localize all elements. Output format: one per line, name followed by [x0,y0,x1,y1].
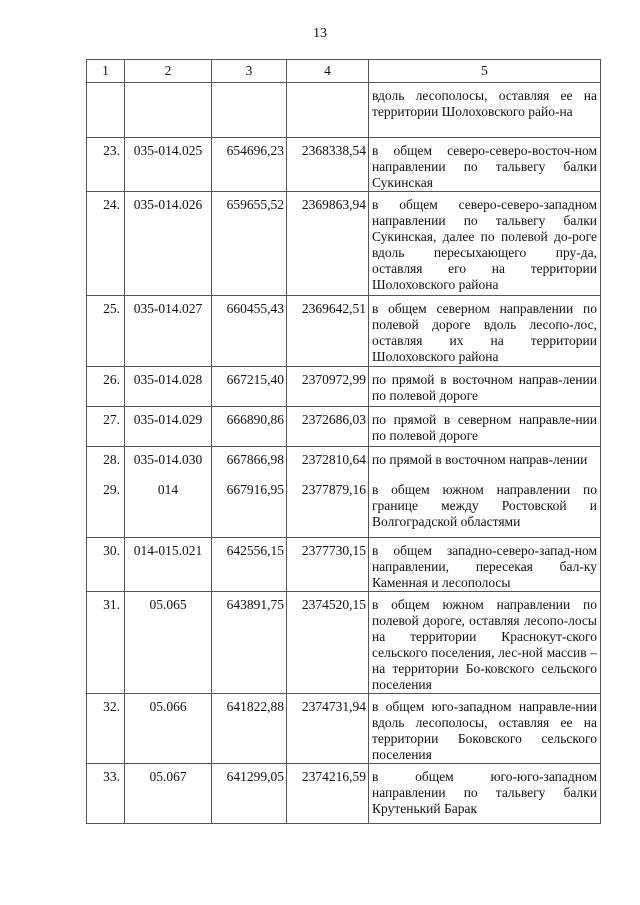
coordinate-y [287,296,369,367]
table-row [87,192,601,296]
row-number [87,447,125,477]
coordinate-x [212,538,287,592]
row-number [87,83,125,138]
point-code [125,592,212,694]
row-number-text: 26. [103,372,120,387]
boundary-points-table [86,59,601,824]
point-code-text: 035-014.028 [133,372,203,387]
row-number-text: 33. [103,769,120,784]
coordinate-y [287,477,369,538]
coordinate-x [212,83,287,138]
coordinate-y-text: 2374731,94 [301,699,366,714]
boundary-description-text: в общем северо-северо-восточ-ном направлении по тальвегу балки Сукинская [372,143,597,190]
coordinate-y [287,538,369,592]
point-code-text: 035-014.025 [133,143,203,158]
point-code-text: 05.065 [149,597,187,612]
boundary-description [369,138,601,192]
coordinate-y [287,407,369,447]
table-row [87,447,601,477]
row-number [87,296,125,367]
coordinate-y-text: 2372810,64 [301,452,366,467]
coordinate-y [287,138,369,192]
boundary-description-text: в общем западно-северо-запад-ном направлении, пересекая бал-ку Каменная и лесополосы [372,543,597,590]
boundary-description [369,477,601,538]
coordinate-y-text: 2369863,94 [301,197,366,212]
row-number [87,694,125,764]
coordinate-x [212,296,287,367]
boundary-description-text: в общем юго-юго-западном направлении по тальвегу балки Крутенький Барак [372,769,597,816]
point-code [125,296,212,367]
table-row [87,477,601,538]
boundary-description [369,407,601,447]
boundary-description-text: по прямой в восточном направ-лении [372,452,588,467]
boundary-description [369,447,601,477]
row-number-text: 31. [103,597,120,612]
table-row [87,296,601,367]
point-code-text: 035-014.029 [133,412,203,427]
boundary-description [369,538,601,592]
coordinate-x-text: 659655,52 [226,197,284,212]
coordinate-y-text: 2368338,54 [301,143,366,158]
coordinate-y-text: 2377879,16 [301,481,366,497]
row-number [87,367,125,407]
coordinate-x-text: 654696,23 [226,143,284,158]
point-code [125,764,212,824]
coordinate-x [212,694,287,764]
row-number-text: 24. [103,197,120,212]
point-code [125,477,212,538]
coordinate-y [287,447,369,477]
boundary-description-text: в общем южном направлении по полевой дороге, оставляя лесопо-лосы на территории Краснокут-ского сельского поселения, лес-ной массив – на территории Бо-ковского сельского поселения [372,597,597,692]
boundary-description-text: вдоль лесополосы, оставляя ее на территории Шолоховского райо-на [372,88,597,119]
boundary-description-text: в общем северном направлении по полевой дороге вдоль лесопо-лос, оставляя их на территории Шолоховского района [372,301,597,364]
table-row [87,764,601,824]
point-code [125,407,212,447]
boundary-description [369,694,601,764]
coordinate-y [287,367,369,407]
coordinate-x [212,764,287,824]
row-number [87,764,125,824]
coordinate-x [212,192,287,296]
coordinate-x [212,592,287,694]
point-code-text: 05.067 [149,769,187,784]
table-row [87,694,601,764]
boundary-description-text: в общем юго-западном направле-нии вдоль лесополосы, оставляя ее на территории Боковского сельского поселения [372,699,597,762]
row-number-text: 23. [103,143,120,158]
coordinate-x-text: 666890,86 [226,412,284,427]
coordinate-x-text: 641299,05 [226,769,284,784]
point-code-text: 014-015.021 [133,543,203,558]
coordinate-y-text: 2369642,51 [301,301,366,316]
point-code [125,538,212,592]
table-row [87,592,601,694]
coordinate-x-text: 643891,75 [226,597,284,612]
coordinate-x-text: 660455,43 [226,301,284,316]
table-row [87,138,601,192]
boundary-description [369,592,601,694]
coordinate-y [287,764,369,824]
coordinate-x [212,407,287,447]
point-code [125,83,212,138]
row-number [87,192,125,296]
row-number [87,592,125,694]
coordinate-y [287,192,369,296]
row-number-text: 29. [103,481,120,497]
row-number-text: 30. [103,543,120,558]
boundary-description [369,367,601,407]
boundary-description-text: по прямой в северном направле-нии по полевой дороге [372,412,597,443]
boundary-description-text: в общем северо-северо-западном направлении по тальвегу балки Сукинская, далее по полевой до-роге вдоль пересыхающего пру-да, оставляя его на территории Шолоховского района [372,197,597,292]
row-number [87,538,125,592]
coordinate-x [212,138,287,192]
row-number-text: 27. [103,412,120,427]
coordinate-y-text: 2374520,15 [301,597,366,612]
point-code [125,694,212,764]
table-header-row [87,60,601,83]
coordinate-x-text: 667866,98 [226,452,284,467]
point-code-text: 05.066 [149,699,187,714]
coordinate-y-text: 2374216,59 [301,769,366,784]
row-number-text: 25. [103,301,120,316]
table-row [87,407,601,447]
table-row [87,538,601,592]
row-number [87,407,125,447]
point-code-text: 035-014.026 [133,197,203,212]
coordinate-x-text: 642556,15 [226,543,284,558]
column-header-x: 3 [212,60,287,83]
boundary-description [369,764,601,824]
row-number [87,477,125,538]
table-row [87,367,601,407]
point-code-text: 014 [157,481,179,497]
coordinate-y-text: 2370972,99 [301,372,366,387]
point-code [125,138,212,192]
coordinate-x [212,367,287,407]
row-number [87,138,125,192]
point-code [125,367,212,407]
column-header-description: 5 [369,60,601,83]
coordinate-y-text: 2377730,15 [301,543,366,558]
row-number-text: 32. [103,699,120,714]
boundary-description [369,296,601,367]
column-header-number: 1 [87,60,125,83]
column-header-code: 2 [125,60,212,83]
point-code [125,192,212,296]
coordinate-x-text: 667916,95 [226,481,284,497]
column-header-y: 4 [287,60,369,83]
coordinate-y [287,694,369,764]
coordinate-x-text: 667215,40 [226,372,284,387]
table-row [87,83,601,138]
coordinate-y [287,592,369,694]
coordinate-x [212,477,287,538]
coordinate-y-text: 2372686,03 [301,412,366,427]
page-number: 13 [313,26,327,41]
boundary-description-text: в общем южном направлении по границе между Ростовской и Волгоградской областями [372,481,597,529]
point-code [125,447,212,477]
point-code-text: 035-014.027 [133,301,203,316]
boundary-description [369,83,601,138]
coordinate-y [287,83,369,138]
coordinate-x-text: 641822,88 [226,699,284,714]
point-code-text: 035-014.030 [133,452,203,467]
row-number-text: 28. [103,452,120,467]
coordinate-x [212,447,287,477]
boundary-description [369,192,601,296]
boundary-description-text: по прямой в восточном направ-лении по полевой дороге [372,372,597,403]
